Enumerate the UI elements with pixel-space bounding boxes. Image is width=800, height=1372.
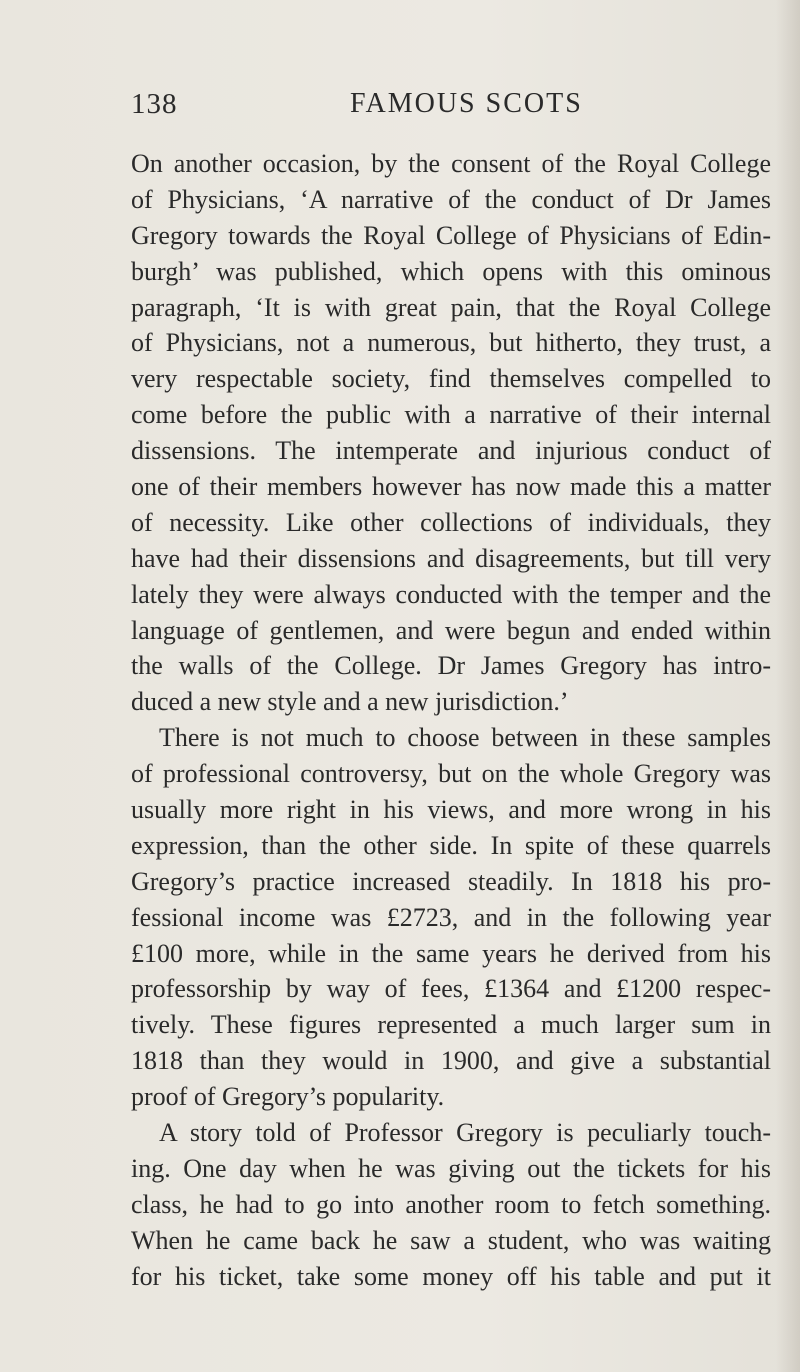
text-line: have had their dissensions and disagreements, but till very [131, 543, 771, 573]
text-line: one of their members however has now made this a matter [131, 472, 771, 502]
text-line: paragraph, ‘It is with great pain, that the Royal College [131, 292, 771, 322]
text-line: Gregory towards the Royal College of Physicians of Edin- [131, 220, 771, 250]
text-line: of professional controversy, but on the whole Gregory was [131, 759, 771, 789]
text-line: very respectable society, find themselves compelled to [131, 364, 771, 394]
text-line: ing. One day when he was giving out the tickets for his [131, 1153, 771, 1183]
text-line: the walls of the College. Dr James Gregory has intro- [131, 651, 771, 681]
text-line: Gregory’s practice increased steadily. In 1818 his pro- [131, 866, 771, 896]
text-line: expression, than the other side. In spite of these quarrels [131, 830, 771, 860]
page-edge-shadow [776, 0, 800, 1372]
text-line: tively. These figures represented a much larger sum in [131, 1010, 771, 1040]
text-line: A story told of Professor Gregory is peculiarly touch- [159, 1118, 771, 1148]
text-line: dissensions. The intemperate and injurious conduct of [131, 436, 771, 466]
page-number: 138 [131, 88, 178, 120]
text-line: lately they were always conducted with the temper and the [131, 579, 771, 609]
text-line: There is not much to choose between in these samples [159, 723, 771, 753]
body-text [131, 146, 771, 1295]
text-line: usually more right in his views, and more wrong in his [131, 795, 771, 825]
running-head: FAMOUS SCOTS [350, 88, 583, 119]
text-line: come before the public with a narrative of their internal [131, 400, 771, 430]
text-line: fessional income was £2723, and in the following year [131, 902, 771, 932]
text-line: duced a new style and a new jurisdiction.’ [131, 687, 569, 717]
text-line: On another occasion, by the consent of the Royal College [131, 149, 771, 178]
page-header [131, 88, 771, 128]
text-line: language of gentlemen, and were begun and ended within [131, 615, 771, 645]
text-line: When he came back he saw a student, who was waiting [131, 1225, 771, 1255]
text-line: burgh’ was published, which opens with this ominous [131, 256, 771, 286]
text-line: professorship by way of fees, £1364 and £1200 respec- [131, 974, 771, 1004]
text-line: of Physicians, ‘A narrative of the conduct of Dr James [131, 184, 771, 214]
text-line: class, he had to go into another room to fetch something. [131, 1189, 771, 1219]
text-line: proof of Gregory’s popularity. [131, 1082, 445, 1112]
text-line: 1818 than they would in 1900, and give a substantial [131, 1046, 771, 1076]
text-line: for his ticket, take some money off his table and put it [131, 1261, 771, 1291]
text-line: of necessity. Like other collections of individuals, they [131, 507, 771, 537]
text-line: of Physicians, not a numerous, but hitherto, they trust, a [131, 328, 771, 358]
text-line: £100 more, while in the same years he derived from his [131, 938, 771, 968]
